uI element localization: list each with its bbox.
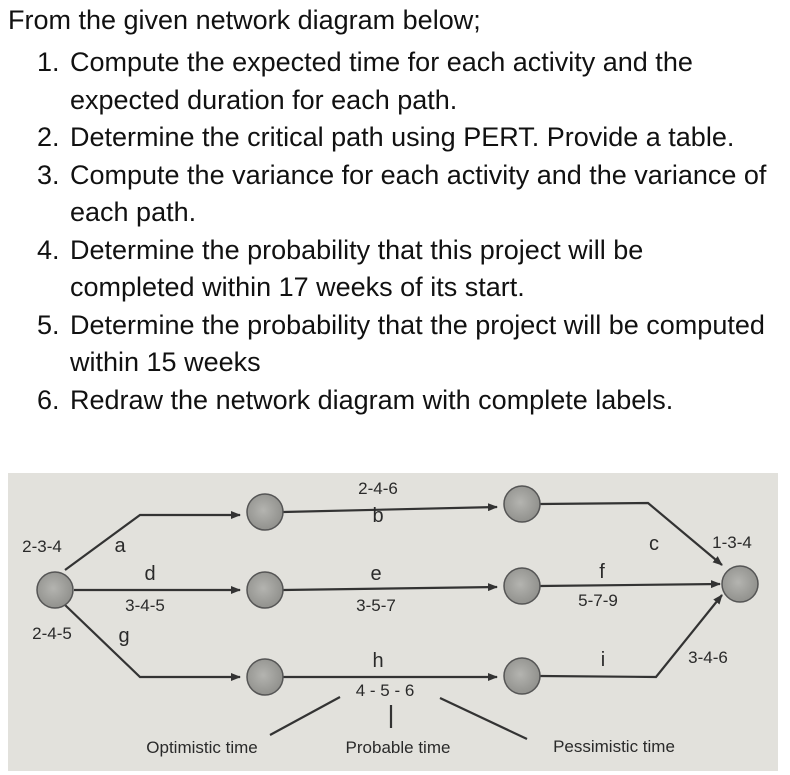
node-bottom-1: [247, 659, 283, 695]
legend-pessimistic: Pessimistic time: [553, 737, 675, 756]
times-f: 5-7-9: [578, 591, 618, 610]
question-number: 5.: [37, 309, 60, 340]
label-d: d: [144, 563, 156, 585]
times-c: 1-3-4: [712, 533, 752, 552]
label-h: h: [372, 650, 384, 672]
question-text: Determine the probability that the project will be computed within 15 weeks: [70, 309, 765, 377]
question-text: Compute the variance for each activity and the variance of each path.: [70, 159, 767, 227]
node-mid-2: [504, 568, 540, 604]
question-number: 6.: [37, 384, 60, 415]
label-b: b: [372, 505, 384, 527]
times-i: 3-4-6: [688, 648, 728, 667]
times-e: 3-5-7: [356, 596, 396, 615]
label-e: e: [370, 563, 382, 585]
times-h: 4 - 5 - 6: [355, 681, 415, 700]
times-g: 2-4-5: [32, 624, 72, 643]
question-text: Redraw the network diagram with complete labels.: [70, 384, 674, 415]
node-start: [37, 572, 73, 608]
legend-probable: Probable time: [345, 738, 451, 757]
question-text: Determine the probability that this project will be completed within 17 weeks of its start.: [70, 234, 644, 302]
legend-optimistic: Optimistic time: [146, 738, 258, 757]
label-a: a: [114, 535, 126, 557]
question-text: Compute the expected time for each activity and the expected duration for each path.: [70, 47, 693, 115]
times-d: 3-4-5: [125, 596, 165, 615]
node-top-2: [504, 486, 540, 522]
question-number: 4.: [37, 234, 60, 265]
intro-text: From the given network diagram below;: [8, 5, 481, 35]
label-i: i: [600, 649, 606, 671]
label-c: c: [649, 533, 659, 555]
question-number: 1.: [37, 47, 60, 77]
question-number: 2.: [37, 122, 60, 152]
label-f: f: [599, 561, 605, 583]
node-top-1: [247, 494, 283, 530]
node-end: [722, 566, 758, 602]
times-a: 2-3-4: [22, 537, 62, 556]
question-number: 3.: [37, 159, 60, 190]
node-mid-1: [247, 572, 283, 608]
node-bottom-2: [504, 658, 540, 694]
times-b: 2-4-6: [358, 479, 398, 498]
diagram-photo-background: [8, 473, 778, 771]
question-text: Determine the critical path using PERT. Provide a table.: [70, 122, 735, 152]
label-g: g: [118, 625, 130, 647]
